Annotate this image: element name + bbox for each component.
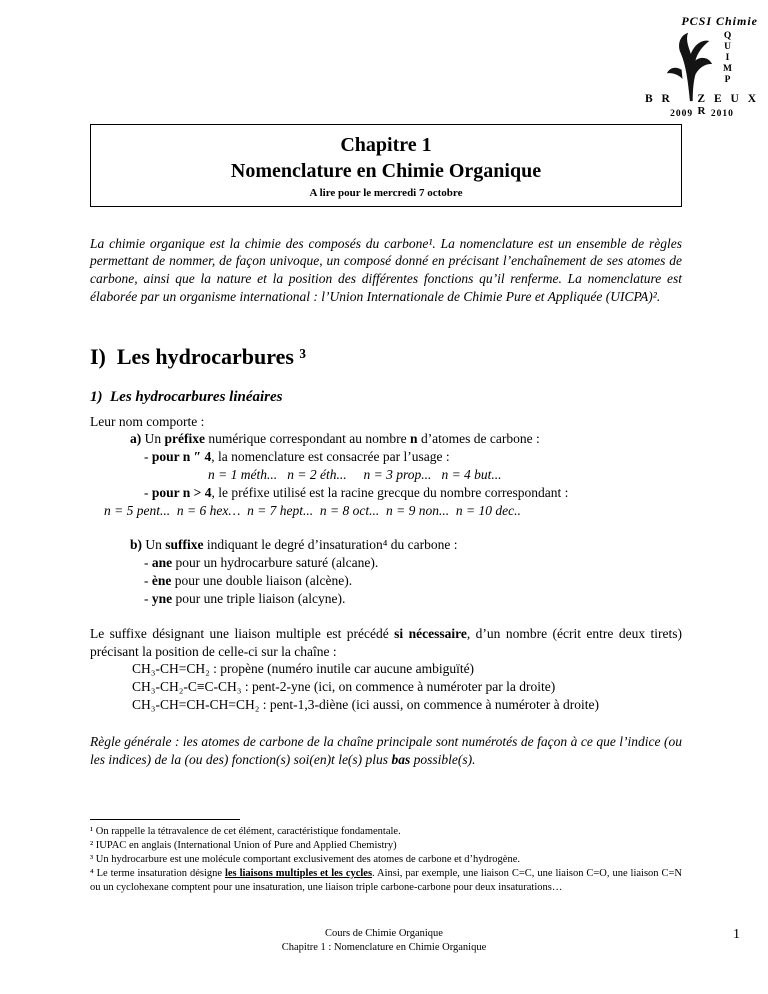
plant-figure-graphic <box>660 29 718 103</box>
section-heading-hydrocarbures: I) Les hydrocarbures ³ <box>90 343 307 369</box>
lead-sentence: Leur nom comporte : <box>90 413 205 429</box>
chapter-title-box <box>90 124 682 207</box>
school-logo <box>642 14 762 120</box>
footnote-3: ³ Un hydrocarbure est une molécule comportant exclusivement des atomes de carbone et d’hydrogène. <box>90 853 520 865</box>
logo-bottom-left: B R <box>645 93 673 105</box>
rule-n-gt-4: - pour n > 4, le préfixe utilisé est la racine grecque du nombre correspondant : <box>144 484 569 500</box>
logo-bottom-letters <box>642 93 762 105</box>
footnote-2: ² IUPAC en anglais (International Union of Pure and Applied Chemistry) <box>90 839 397 851</box>
logo-text-pcsi-chimie: PCSI Chimie <box>681 14 758 28</box>
examples-n-le-4: n = 1 méth... n = 2 éth... n = 3 prop... n = 4 but... <box>208 467 502 483</box>
general-rule-paragraph: Règle générale : les atomes de carbone de la chaîne principale sont numérotés de façon à ce que l’indice (ou les indices) de la (ou des) fonction(s) soi(en)t le(s) plus bas possible(s). <box>90 733 682 767</box>
item-a-prefix: a) Un préfixe numérique correspondant au nombre n d’atomes de carbone : <box>130 431 540 447</box>
suffix-yne: - yne pour une triple liaison (alcyne). <box>144 590 346 606</box>
document-content <box>90 124 682 768</box>
logo-letter: I <box>725 53 730 63</box>
logo-year-left: 2009 <box>670 109 694 119</box>
chapter-title: Nomenclature en Chimie Organique <box>230 160 542 182</box>
logo-year-right: 2010 <box>710 109 734 119</box>
logo-year-mid: R <box>697 105 707 117</box>
logo-vertical-letters <box>723 31 732 86</box>
chapter-number: Chapitre 1 <box>340 134 432 156</box>
formula-pent-2-yne: CH₃-CH₂-C≡C-CH₃ : pent-2-yne (ici, on commence à numéroter par la droite) <box>132 679 556 695</box>
page-number: 1 <box>733 927 740 942</box>
reading-deadline: A lire pour le mercredi 7 octobre <box>309 187 463 199</box>
logo-letter: U <box>724 42 731 52</box>
footer-chapter-title: Chapitre 1 : Nomenclature en Chimie Organique <box>281 941 487 953</box>
footnote-1: ¹ On rappelle la tétravalence de cet élément, caractéristique fondamentale. <box>90 826 401 837</box>
logo-bottom-right: Z E U X <box>697 93 759 105</box>
logo-letter: Q <box>723 31 732 41</box>
subsection-heading-lineaires: 1) Les hydrocarbures linéaires <box>90 388 283 405</box>
formula-propene: CH₃-CH=CH₂ : propène (numéro inutile car aucune ambiguïté) <box>132 661 475 677</box>
footer-course-title: Cours de Chimie Organique <box>325 928 443 939</box>
footnote-separator <box>90 819 240 820</box>
suffix-ane: - ane pour un hydrocarbure saturé (alcane). <box>144 555 379 571</box>
item-b-suffix: b) Un suffixe indiquant le degré d’insaturation⁴ du carbone : <box>130 537 458 553</box>
suffix-position-note: Le suffixe désignant une liaison multiple est précédé si nécessaire, d’un nombre (écrit entre deux tirets) précisant la position de celle-ci sur la chaîne : <box>90 625 682 659</box>
intro-paragraph: La chimie organique est la chimie des composés du carbone¹. La nomenclature est un ensemble de règles permettant de nommer, de façon univoque, un composé donné en précisant l’enchaînement de ses atomes de carbone, ainsi que la nature et la position des différentes fonctions qu’il renferme. La nomenclature est élaborée par un organisme international : l’Union Internationale de Chimie Pure et Appliquée (UICPA)². <box>90 235 682 304</box>
footnotes <box>90 819 682 895</box>
footnote-4: ⁴ Le terme insaturation désigne les liaisons multiples et les cycles. Ainsi, par exemple, une liaison C=C, une liaison C=O, une liaison C=N ou un cyclohexane comptent pour une insaturation, une liaison triple carbone-carbone pour deux insaturations… <box>90 867 682 893</box>
logo-letter: M <box>723 64 732 74</box>
rule-n-le-4: - pour n ″ 4, la nomenclature est consacrée par l’usage : <box>144 449 450 465</box>
formula-pent-1-3-diene: CH₃-CH=CH-CH=CH₂ : pent-1,3-diène (ici aussi, on commence à numéroter à droite) <box>132 696 600 712</box>
page-footer <box>0 927 768 954</box>
logo-letter: P <box>724 75 731 85</box>
logo-years <box>642 107 762 119</box>
suffix-ene: - ène pour une double liaison (alcène). <box>144 573 353 589</box>
examples-n-gt-4: n = 5 pent... n = 6 hex… n = 7 hept... n = 8 oct... n = 9 non... n = 10 dec.. <box>104 502 521 518</box>
